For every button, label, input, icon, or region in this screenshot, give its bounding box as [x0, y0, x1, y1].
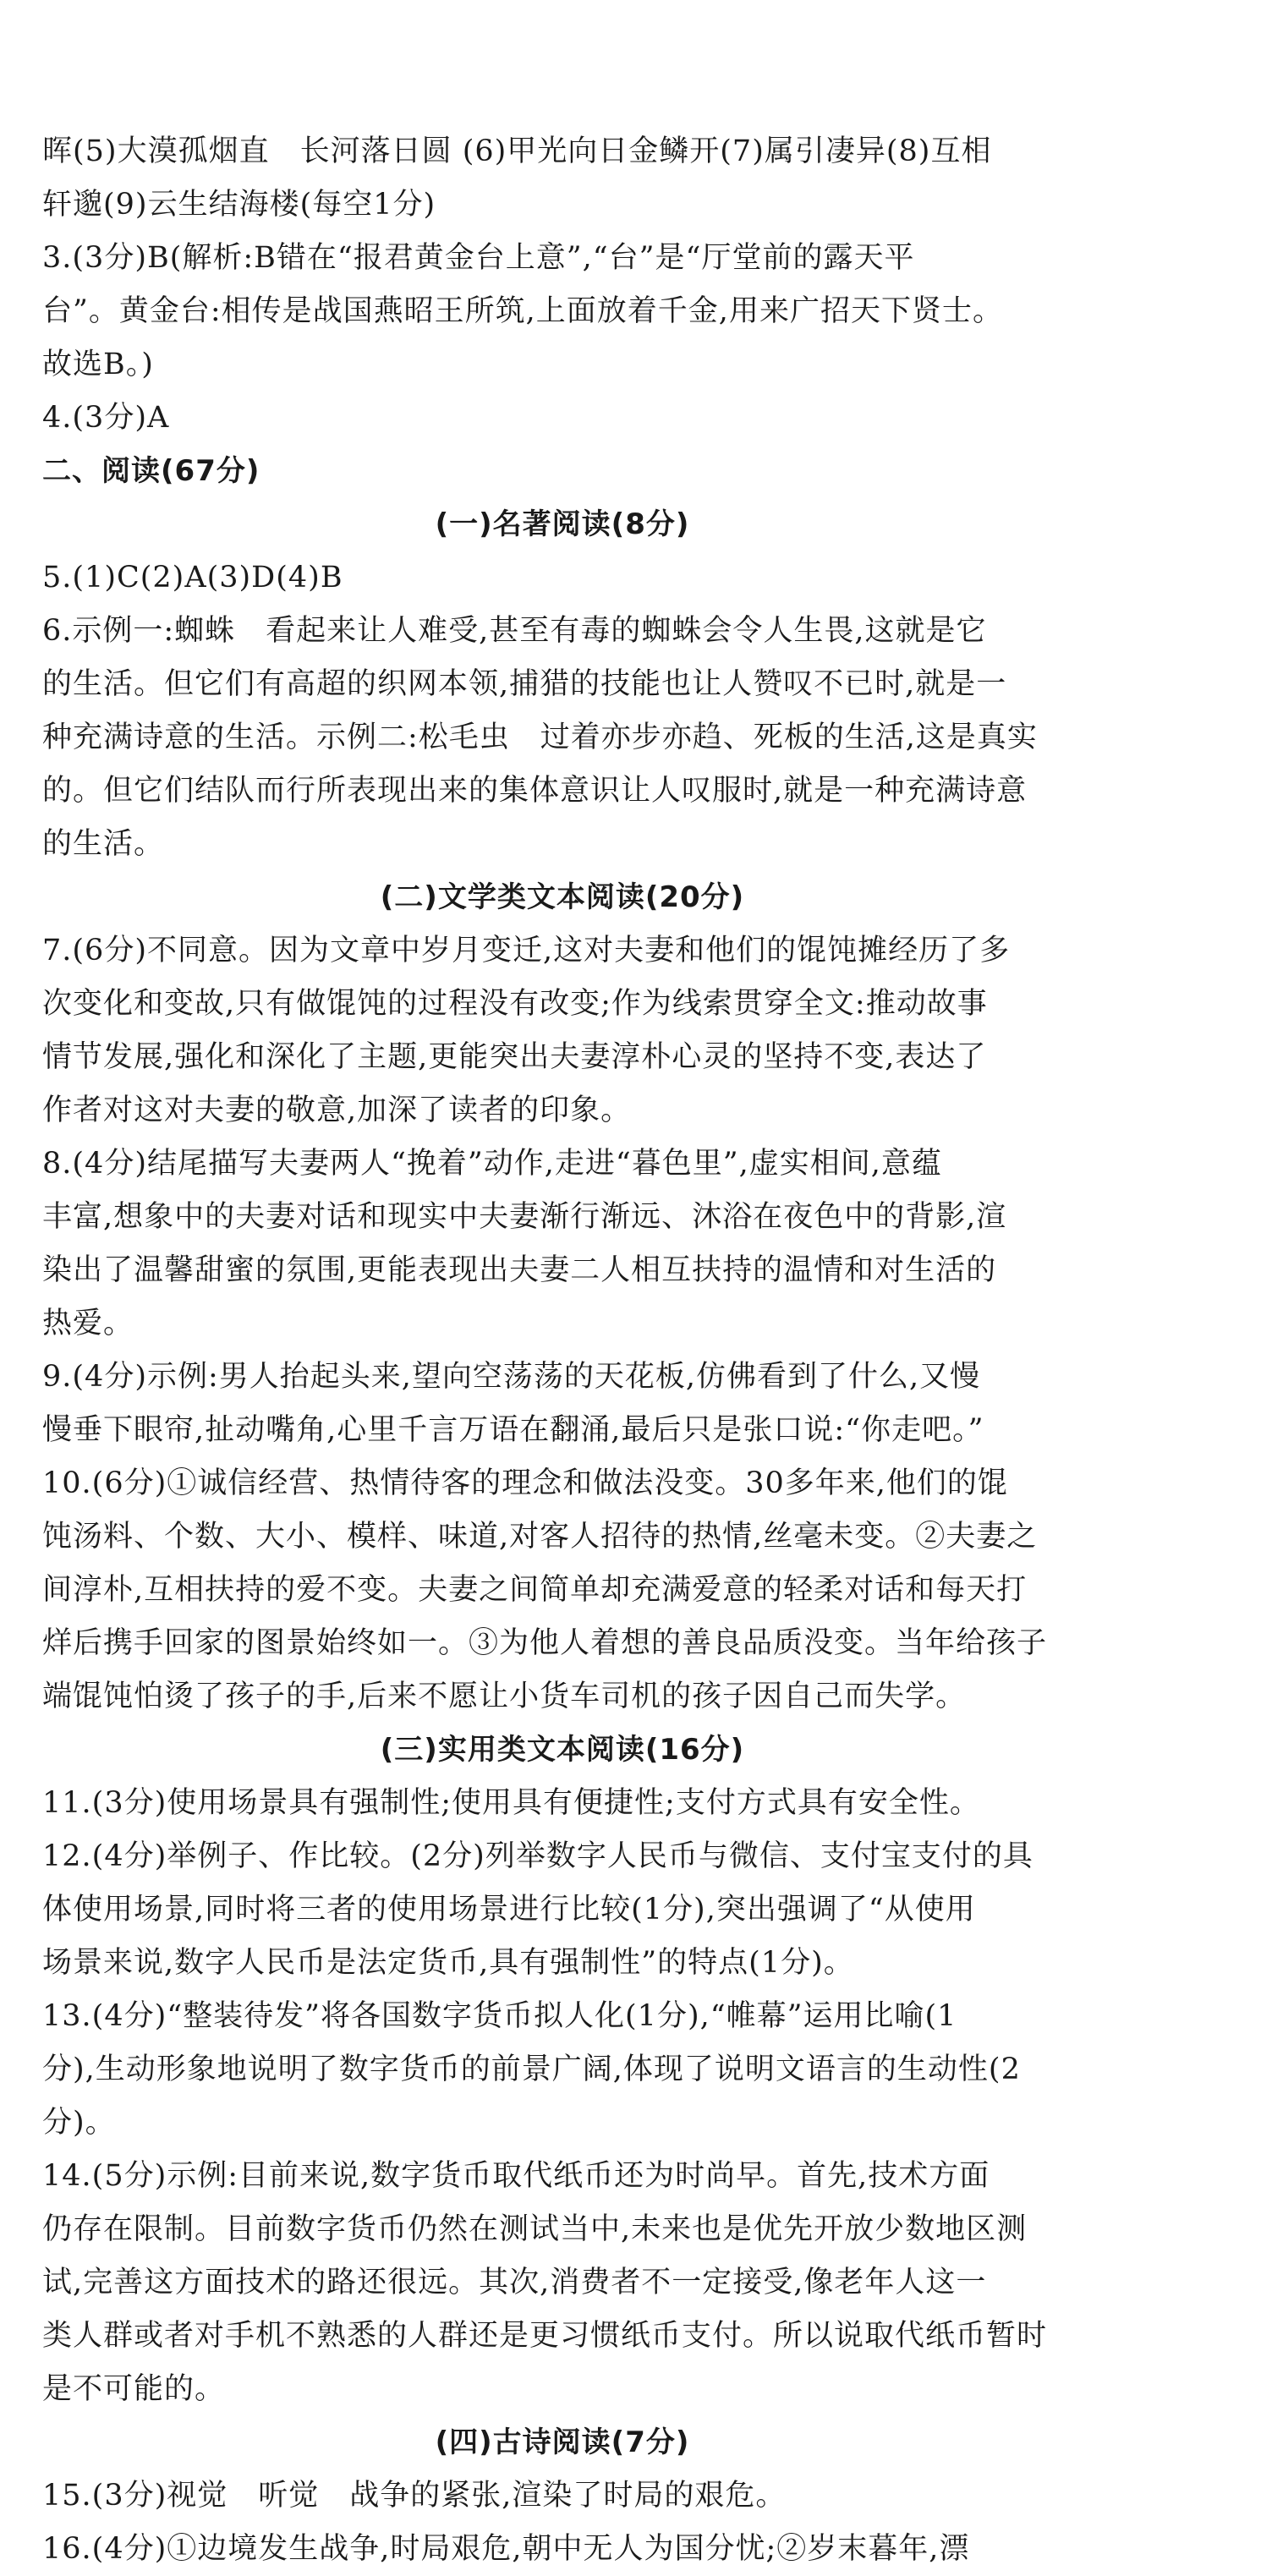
text-line: 分),生动形象地说明了数字货币的前景广阔,体现了说明文语言的生动性(2 — [42, 2053, 1021, 2086]
text-line: 台”。黄金台:相传是战国燕昭王所筑,上面放着千金,用来广招天下贤士。 — [42, 294, 1003, 328]
text-line: 是不可能的。 — [42, 2372, 226, 2406]
text-line: 热爱。 — [42, 1307, 134, 1340]
text-line: 16.(4分)①边境发生战争,时局艰危,朝中无人为国分忧;②岁末暮年,漂 — [42, 2532, 970, 2566]
text-line: 试,完善这方面技术的路还很远。其次,消费者不一定接受,像老年人这一 — [42, 2266, 987, 2299]
text-line: 14.(5分)示例:目前来说,数字货币取代纸币还为时尚早。首先,技术方面 — [42, 2159, 990, 2193]
subsection-heading-literary: (二)文学类文本阅读(20分) — [380, 880, 745, 914]
text-line: 晖(5)大漠孤烟直 长河落日圆 (6)甲光向日金鳞开(7)属引凄异(8)互相 — [42, 134, 992, 168]
subsection-heading-practical: (三)实用类文本阅读(16分) — [380, 1733, 745, 1767]
subsection-heading-poetry: (四)古诗阅读(7分) — [435, 2425, 690, 2459]
text-line: 10.(6分)①诚信经营、热情待客的理念和做法没变。30多年来,他们的馄 — [42, 1466, 1008, 1500]
text-line: 8.(4分)结尾描写夫妻两人“挽着”动作,走进“暮色里”,虚实相间,意蕴 — [42, 1147, 942, 1181]
text-line: 染出了温馨甜蜜的氛围,更能表现出夫妻二人相互扶持的温情和对生活的 — [42, 1253, 997, 1287]
text-line: 烊后携手回家的图景始终如一。③为他人着想的善良品质没变。当年给孩子 — [42, 1626, 1048, 1660]
text-line: 轩邈(9)云生结海楼(每空1分) — [42, 188, 436, 222]
text-line: 11.(3分)使用场景具有强制性;使用具有便捷性;支付方式具有安全性。 — [42, 1786, 980, 1820]
text-line: 12.(4分)举例子、作比较。(2分)列举数字人民币与微信、支付宝支付的具 — [42, 1839, 1034, 1873]
text-line: 间淳朴,互相扶持的爱不变。夫妻之间简单却充满爱意的轻柔对话和每天打 — [42, 1573, 1028, 1607]
text-line: 的生活。 — [42, 827, 165, 861]
text-line: 端馄饨怕烫了孩子的手,后来不愿让小货车司机的孩子因自己而失学。 — [42, 1680, 967, 1713]
text-line: 的。但它们结队而行所表现出来的集体意识让人叹服时,就是一种充满诗意 — [42, 774, 1028, 808]
answer-key-page — [42, 125, 1083, 2576]
text-line: 3.(3分)B(解析:B错在“报君黄金台上意”,“台”是“厅堂前的露天平 — [42, 241, 915, 275]
text-line: 9.(4分)示例:男人抬起头来,望向空荡荡的天花板,仿佛看到了什么,又慢 — [42, 1360, 981, 1394]
text-line: 类人群或者对手机不熟悉的人群还是更习惯纸币支付。所以说取代纸币暂时 — [42, 2319, 1048, 2353]
text-line: 次变化和变故,只有做馄饨的过程没有改变;作为线索贯穿全文:推动故事 — [42, 987, 988, 1021]
text-line: 13.(4分)“整装待发”将各国数字货币拟人化(1分),“帷幕”运用比喻(1 — [42, 1999, 957, 2033]
text-line: 情节发展,强化和深化了主题,更能突出夫妻淳朴心灵的坚持不变,表达了 — [42, 1040, 987, 1074]
text-line: 故选B。) — [42, 348, 154, 381]
text-line: 分)。 — [42, 2106, 116, 2140]
text-line: 的生活。但它们有高超的织网本领,捕猎的技能也让人赞叹不已时,就是一 — [42, 667, 1007, 701]
text-line: 仍存在限制。目前数字货币仍然在测试当中,未来也是优先开放少数地区测 — [42, 2212, 1028, 2246]
section-heading-reading: 二、阅读(67分) — [42, 454, 260, 488]
subsection-heading-classics: (一)名著阅读(8分) — [435, 507, 690, 541]
text-line: 7.(6分)不同意。因为文章中岁月变迁,这对夫妻和他们的馄饨摊经历了多 — [42, 934, 1011, 967]
text-line: 6.示例一:蜘蛛 看起来让人难受,甚至有毒的蜘蛛会令人生畏,这就是它 — [42, 614, 987, 648]
text-line: 种充满诗意的生活。示例二:松毛虫 过着亦步亦趋、死板的生活,这是真实 — [42, 721, 1038, 754]
text-line: 饨汤料、个数、大小、模样、味道,对客人招待的热情,丝毫未变。②夫妻之 — [42, 1520, 1038, 1554]
text-line: 体使用场景,同时将三者的使用场景进行比较(1分),突出强调了“从使用 — [42, 1893, 976, 1927]
text-line: 慢垂下眼帘,扯动嘴角,心里千言万语在翻涌,最后只是张口说:“你走吧。” — [42, 1413, 984, 1447]
text-line: 4.(3分)A — [42, 401, 170, 435]
text-line: 场景来说,数字人民币是法定货币,具有强制性”的特点(1分)。 — [42, 1946, 854, 1980]
text-line: 作者对这对夫妻的敬意,加深了读者的印象。 — [42, 1093, 632, 1127]
text-line: 15.(3分)视觉 听觉 战争的紧张,渲染了时局的艰危。 — [42, 2479, 787, 2513]
text-line: 丰富,想象中的夫妻对话和现实中夫妻渐行渐远、沐浴在夜色中的背影,渲 — [42, 1200, 1007, 1234]
text-line: 5.(1)C(2)A(3)D(4)B — [42, 561, 343, 595]
